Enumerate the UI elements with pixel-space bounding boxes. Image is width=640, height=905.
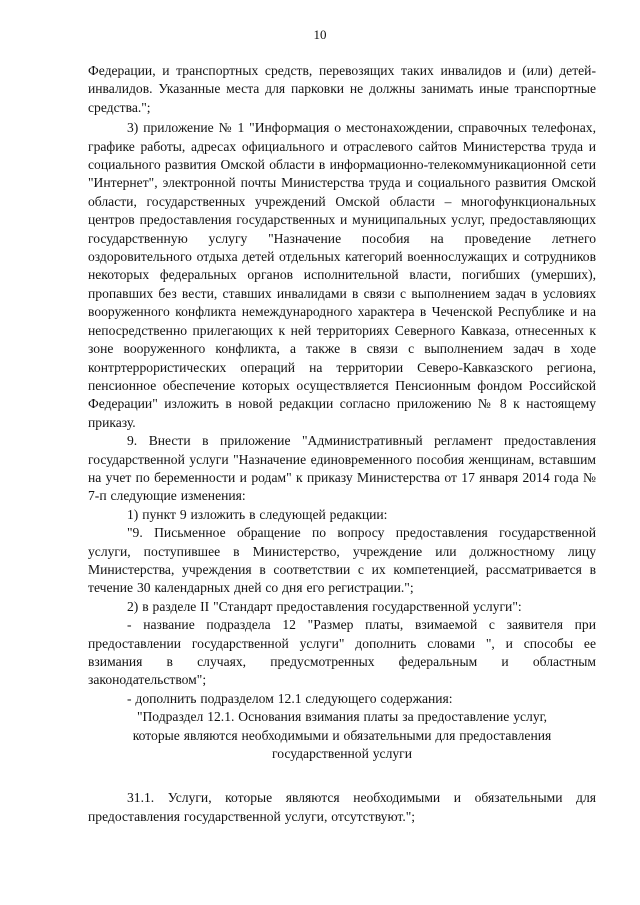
paragraph-item-1: 1) пункт 9 изложить в следующей редакции: [127, 506, 388, 522]
subsection-heading-line-1: "Подраздел 12.1. Основания взимания платы за предоставление услуг, [136, 709, 548, 725]
subsection-heading-line-2: которые являются необходимыми и обязательными для предоставления [132, 727, 552, 743]
page-number: 10 [313, 27, 327, 42]
paragraph-section-9: 9. Внести в приложение "Административный регламент предоставления государственной услуги "Назначение единовременного пособия женщинам, вставшим на учет по беременности и родам" к приказу Министерства от 17 января 2014 года № 7-п следующие изменения: [88, 433, 596, 504]
document-body [88, 62, 596, 826]
subsection-heading-line-3: государственной услуги [271, 746, 413, 762]
paragraph-subsection-12-title: - название подраздела 12 "Размер платы, взимаемой с заявителя при предоставлении государственной услуги" дополнить словами ", и способы ее взимания в случаях, предусмотренных федеральным и областным законодательством"; [88, 617, 596, 688]
paragraph-add-subsection: - дополнить подразделом 12.1 следующего содержания: [127, 690, 453, 706]
paragraph-point-9-text: "9. Письменное обращение по вопросу предоставления государственной услуги, поступившее в Министерство, учреждение или должностному лицу Министерства, учреждения в соответствии с их компетенцией, рассматривается в течение 30 календарных дней со дня его регистрации."; [88, 525, 596, 596]
paragraph-point-31-1: 31.1. Услуги, которые являются необходимыми и обязательными для предоставления государственной услуги, отсутствуют."; [88, 790, 596, 824]
paragraph-item-3: 3) приложение № 1 "Информация о местонахождении, справочных телефонах, графике работы, адресах официального и отраслевого сайтов Министерства труда и социального развития Омской области в информационно-телекоммуникационной сети "Интернет", электронной почты Министерства труда и социального развития Омской области, государственных учреждений Омской области – многофункциональных центров предоставления государственных и муниципальных услуг, предоставляющих государственную услугу "Назначение пособия на проведение летнего оздоровительного отдыха детей отдельных категорий военнослужащих и сотрудников некоторых федеральных органов исполнительной власти, погибших (умерших), пропавших без вести, ставших инвалидами в связи с выполнением задач в условиях вооруженного конфликта немеждународного характера в Чеченской Республике и на непосредственно прилегающих к ней территориях Северного Кавказа, отнесенных к зоне вооруженного конфликта, а также в связи с выполнением задач в ходе контртеррористических операций на территории Северо-Кавказского региона, пенсионное обеспечение которых осуществляется Пенсионным фондом Российской Федерации" изложить в новой редакции согласно приложению № 8 к настоящему приказу. [88, 120, 596, 430]
paragraph-continuation: Федерации, и транспортных средств, перевозящих таких инвалидов и (или) детей-инвалидов. Указанные места для парковки не должны занимать иные транспортные средства."; [88, 63, 596, 115]
paragraph-item-2: 2) в разделе II "Стандарт предоставления государственной услуги": [127, 598, 522, 614]
